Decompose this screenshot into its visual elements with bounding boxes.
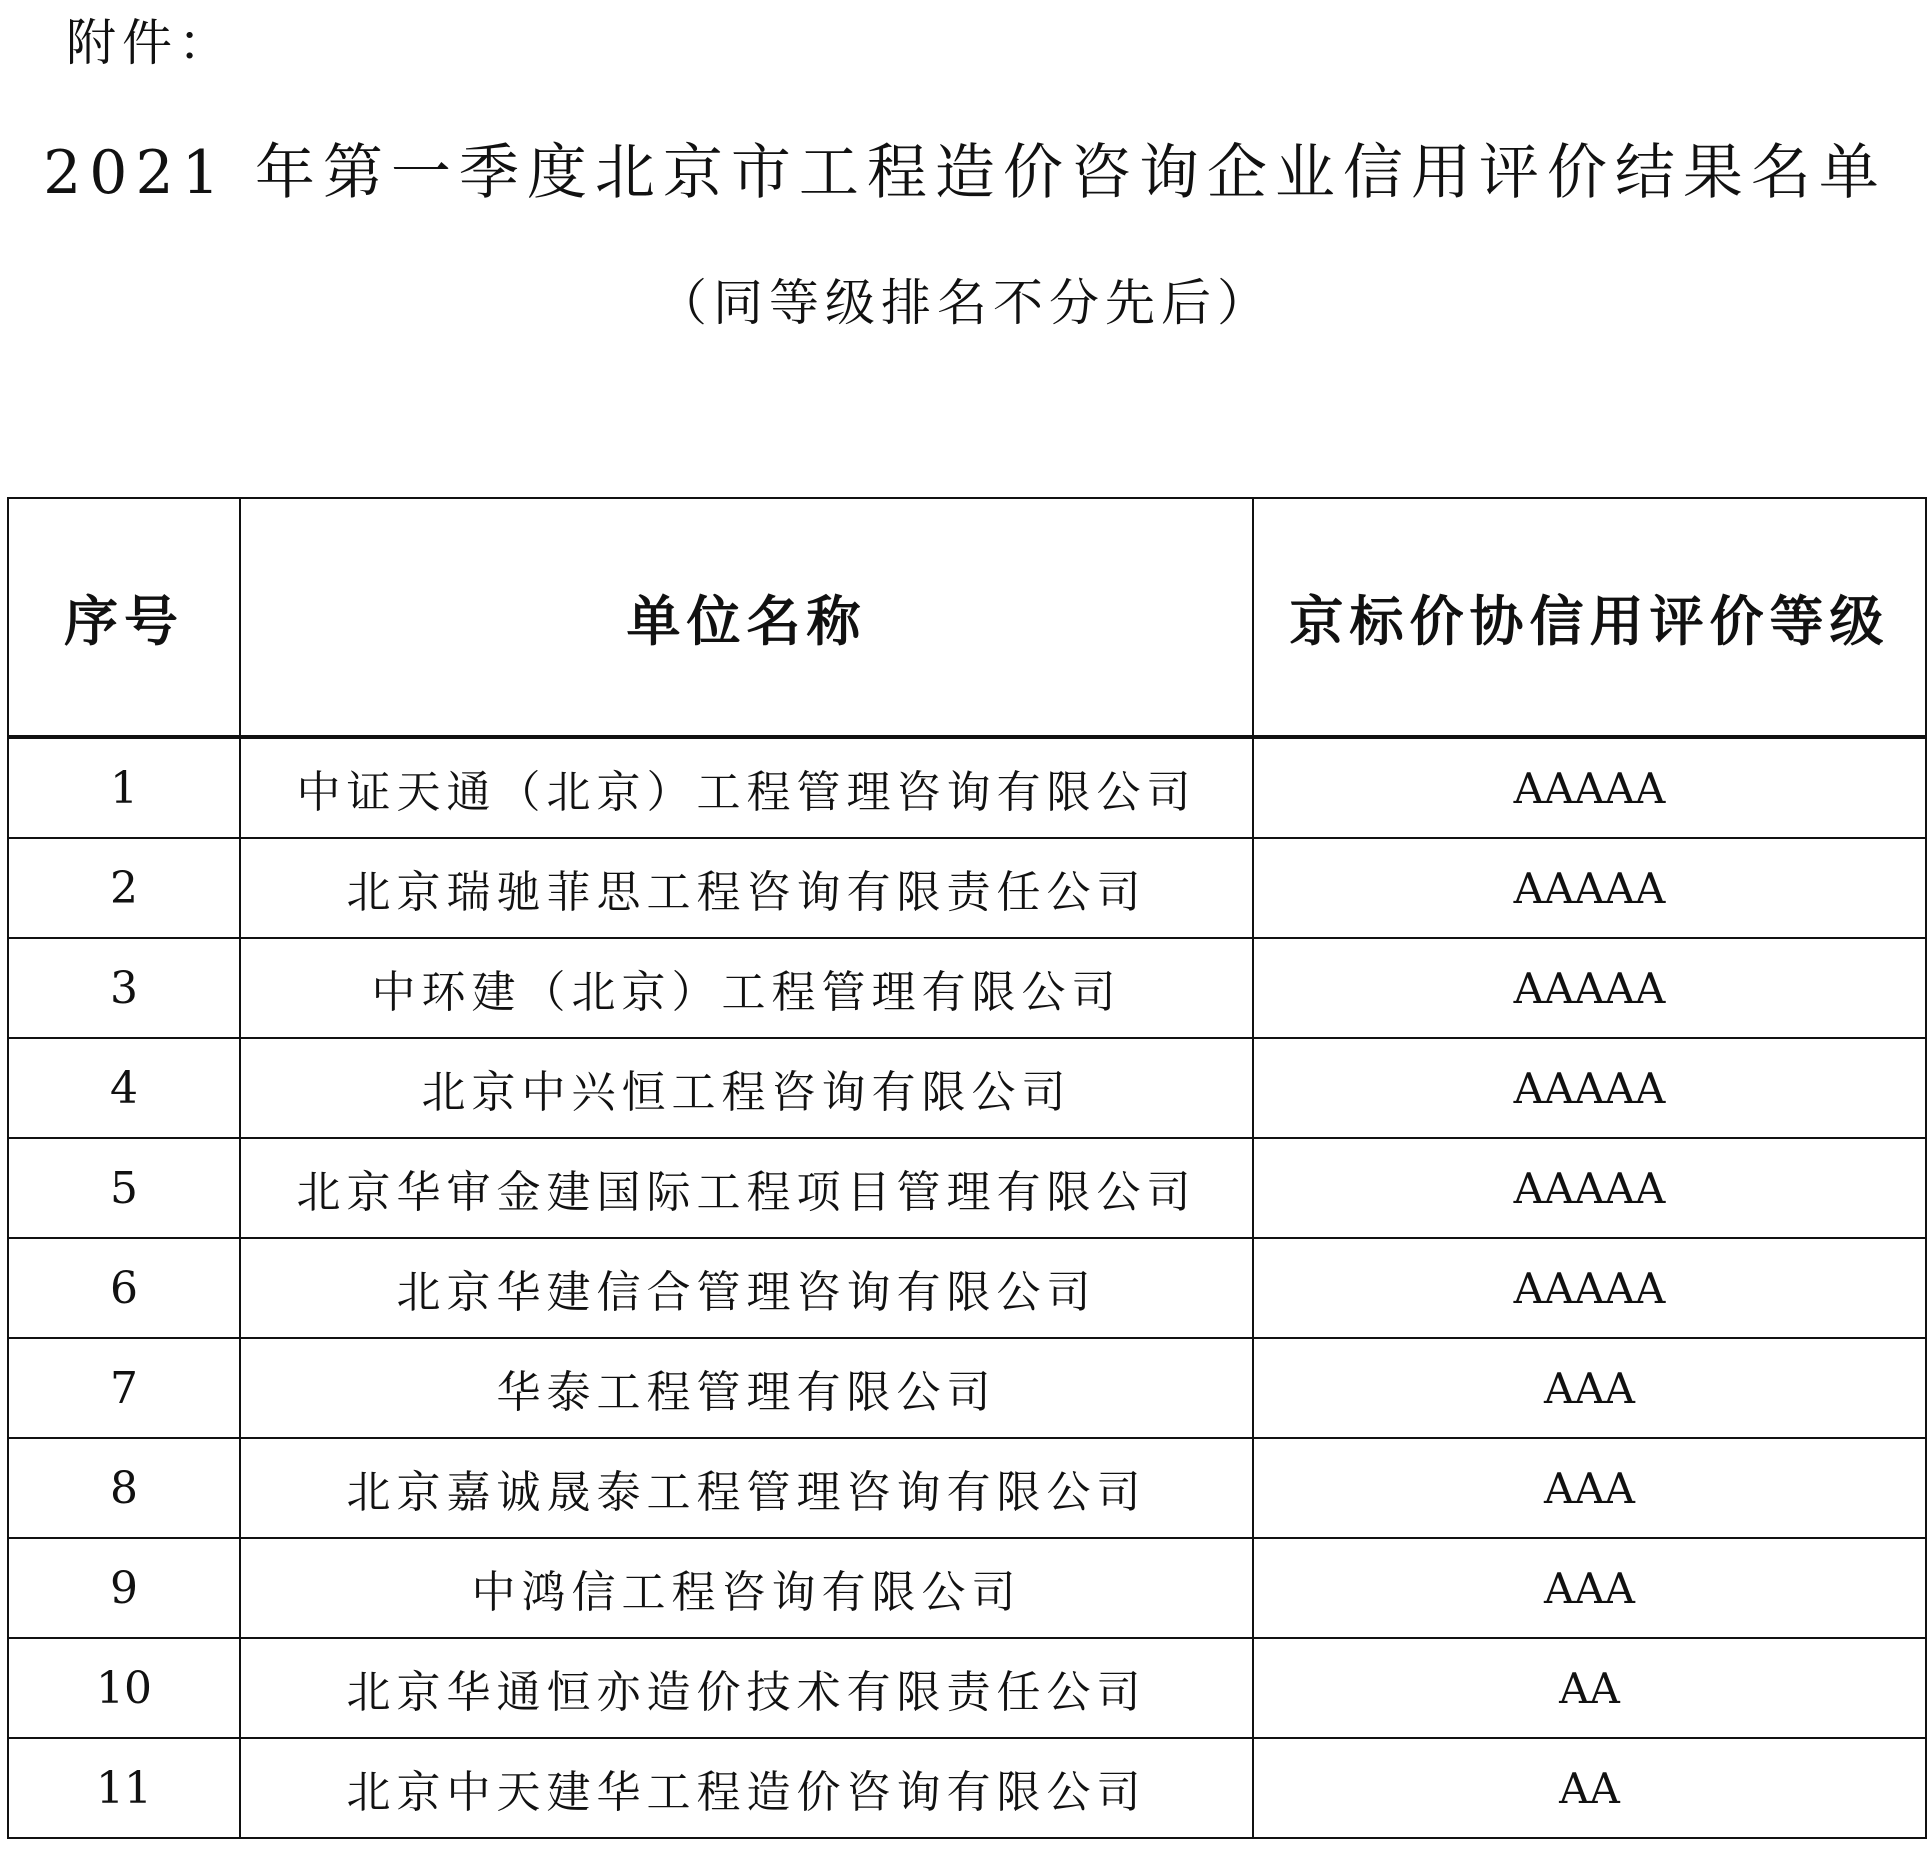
row-grade: AAAAA (1253, 1238, 1926, 1338)
table-row (8, 1038, 1926, 1138)
row-grade: AAA (1253, 1338, 1926, 1438)
row-company-name: 北京华审金建国际工程项目管理有限公司 (240, 1138, 1253, 1238)
table-row (8, 1238, 1926, 1338)
table-header-row (8, 498, 1926, 737)
document-subtitle: （同等级排名不分先后） (657, 274, 1273, 332)
row-grade: AAA (1253, 1438, 1926, 1538)
table-row (8, 1738, 1926, 1838)
table-row (8, 838, 1926, 938)
row-no: 8 (8, 1438, 240, 1538)
row-company-name: 中证天通（北京）工程管理咨询有限公司 (240, 737, 1253, 838)
row-company-name: 中环建（北京）工程管理有限公司 (240, 938, 1253, 1038)
row-grade: AAAAA (1253, 1138, 1926, 1238)
row-company-name: 北京华建信合管理咨询有限公司 (240, 1238, 1253, 1338)
row-no: 5 (8, 1138, 240, 1238)
document-title: 2021 年第一季度北京市工程造价咨询企业信用评价结果名单 (43, 138, 1887, 208)
row-no: 3 (8, 938, 240, 1038)
row-grade: AA (1253, 1638, 1926, 1738)
row-grade: AAAAA (1253, 838, 1926, 938)
row-company-name: 华泰工程管理有限公司 (240, 1338, 1253, 1438)
row-grade: AAAAA (1253, 737, 1926, 838)
row-company-name: 北京中天建华工程造价咨询有限公司 (240, 1738, 1253, 1838)
column-header-grade: 京标价协信用评价等级 (1253, 498, 1926, 737)
row-company-name: 北京瑞驰菲思工程咨询有限责任公司 (240, 838, 1253, 938)
row-no: 7 (8, 1338, 240, 1438)
table-row (8, 1538, 1926, 1638)
row-grade: AAAAA (1253, 938, 1926, 1038)
table-row (8, 1638, 1926, 1738)
column-header-no: 序号 (8, 498, 240, 737)
row-no: 2 (8, 838, 240, 938)
row-no: 4 (8, 1038, 240, 1138)
attachment-label: 附件： (66, 14, 234, 72)
row-company-name: 中鸿信工程咨询有限公司 (240, 1538, 1253, 1638)
table-row (8, 1438, 1926, 1538)
row-no: 10 (8, 1638, 240, 1738)
table-row (8, 1138, 1926, 1238)
column-header-name: 单位名称 (240, 498, 1253, 737)
row-grade: AA (1253, 1738, 1926, 1838)
row-grade: AAA (1253, 1538, 1926, 1638)
row-no: 9 (8, 1538, 240, 1638)
table-row (8, 938, 1926, 1038)
row-company-name: 北京中兴恒工程咨询有限公司 (240, 1038, 1253, 1138)
row-company-name: 北京嘉诚晟泰工程管理咨询有限公司 (240, 1438, 1253, 1538)
table-row (8, 1338, 1926, 1438)
row-company-name: 北京华通恒亦造价技术有限责任公司 (240, 1638, 1253, 1738)
results-table (7, 497, 1927, 1839)
row-no: 6 (8, 1238, 240, 1338)
table-row (8, 737, 1926, 838)
row-no: 11 (8, 1738, 240, 1838)
row-no: 1 (8, 737, 240, 838)
row-grade: AAAAA (1253, 1038, 1926, 1138)
